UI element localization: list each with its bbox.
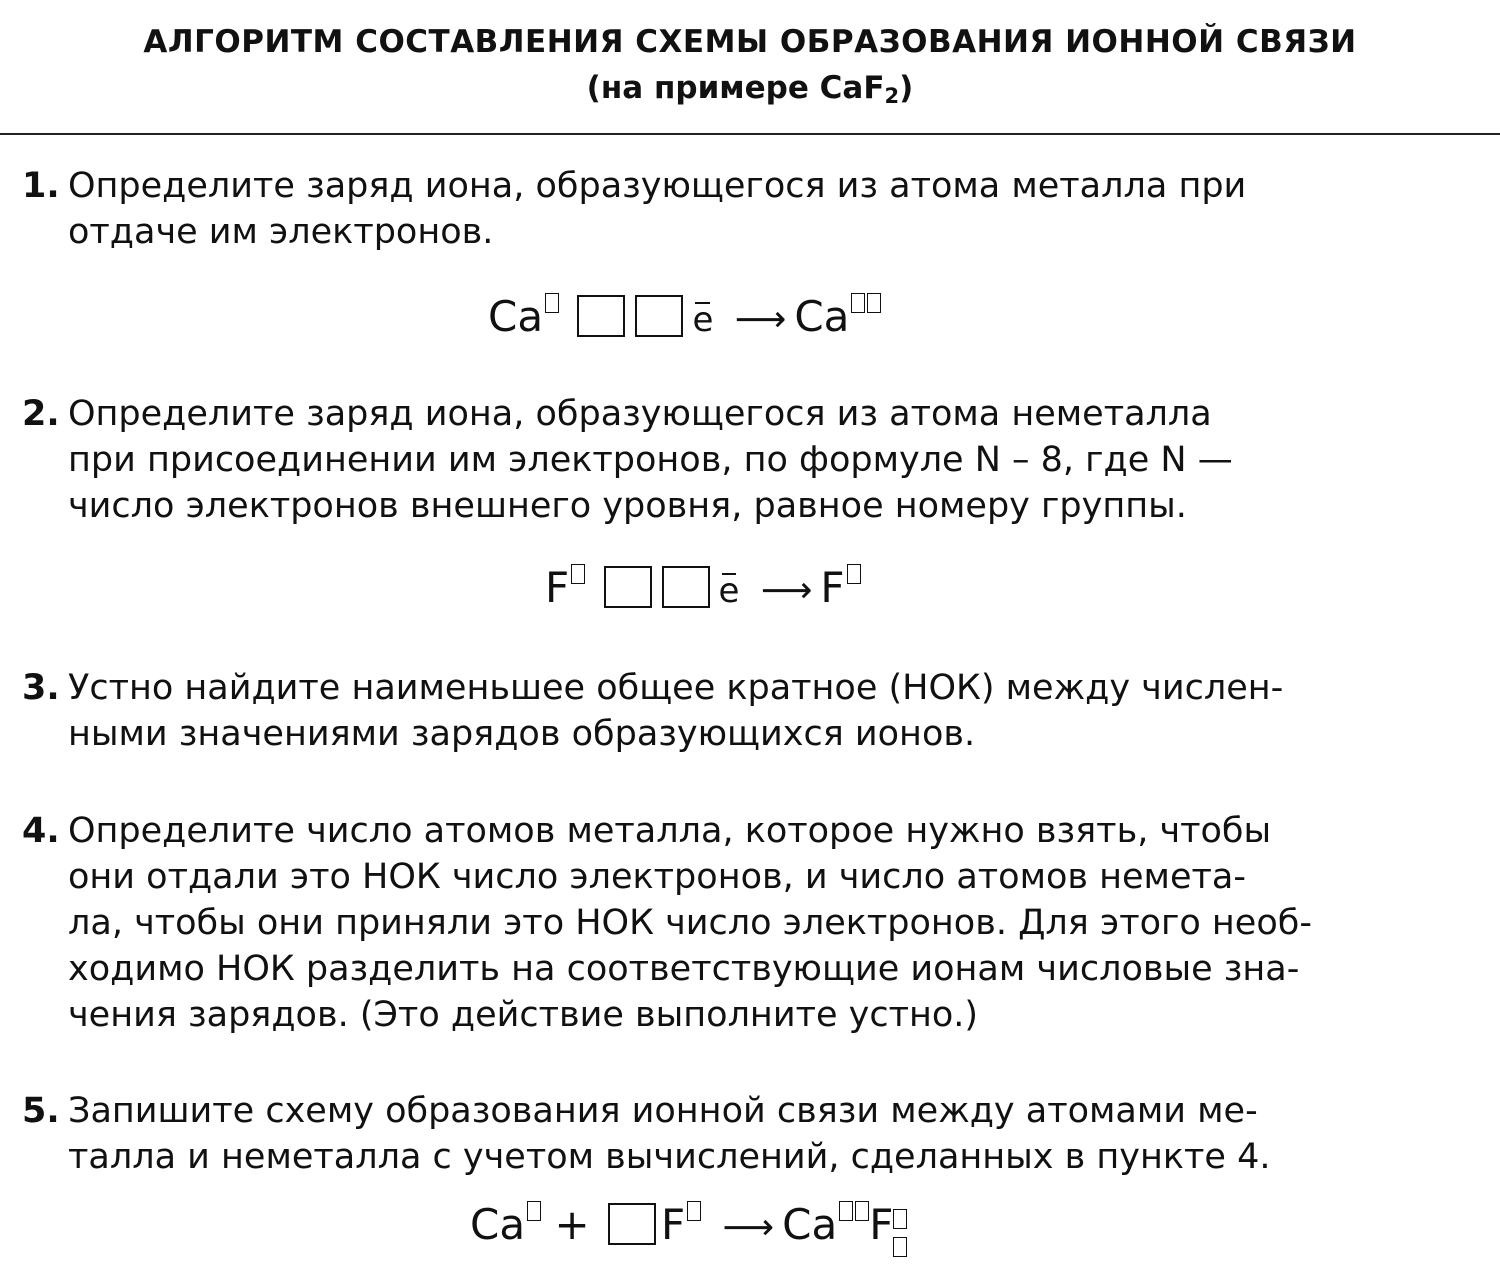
coefficient-box[interactable]: [608, 1203, 656, 1245]
element-symbol: F: [820, 563, 845, 612]
element-symbol: F: [545, 563, 570, 612]
equation-2: [545, 563, 861, 616]
step-number: 2.: [22, 394, 60, 434]
electron-symbol: e: [692, 295, 713, 345]
charge-box[interactable]: [839, 1201, 853, 1221]
charge-box[interactable]: [893, 1209, 907, 1229]
index-box[interactable]: [893, 1237, 907, 1257]
count-box[interactable]: [635, 295, 683, 337]
header: [0, 0, 1500, 135]
arrow-icon: ⟶: [760, 570, 813, 611]
sign-box[interactable]: [577, 295, 625, 337]
step-2: [22, 391, 1437, 529]
step-number: 5.: [22, 1091, 60, 1131]
count-box[interactable]: [662, 566, 710, 608]
element-symbol: Ca: [488, 292, 544, 341]
equation-1: [488, 292, 881, 345]
charge-index-boxes: [893, 1209, 909, 1259]
equation-3: [470, 1200, 909, 1259]
step-text: Определите заряд иона, образующегося из атома неметалла при присоединении им электронов, по формуле N – 8, где N — число электронов внешнего уровня, равное номеру группы.: [68, 394, 1233, 526]
charge-box[interactable]: [545, 293, 559, 313]
step-text: Запишите схему образования ионной связи между атомами ме- талла и неметалла с учетом вычислений, сделанных в пункте 4.: [68, 1091, 1271, 1177]
charge-box[interactable]: [851, 293, 865, 313]
step-text: Устно найдите наименьшее общее кратное (НОК) между числен- ными значениями зарядов образующихся ионов.: [68, 668, 1284, 754]
step-number: 1.: [22, 166, 60, 206]
charge-box[interactable]: [571, 564, 585, 584]
sign-box[interactable]: [604, 566, 652, 608]
element-symbol: Ca: [794, 292, 850, 341]
step-3: [22, 665, 1437, 757]
step-number: 3.: [22, 668, 60, 708]
page-title: АЛГОРИТМ СОСТАВЛЕНИЯ СХЕМЫ ОБРАЗОВАНИЯ ИОННОЙ СВЯЗИ: [143, 24, 1357, 60]
charge-box[interactable]: [687, 1201, 701, 1221]
arrow-icon: ⟶: [722, 1207, 775, 1248]
step-5: [22, 1088, 1437, 1180]
step-number: 4.: [22, 811, 60, 851]
arrow-icon: ⟶: [734, 299, 787, 340]
page-subtitle: (на примере CaF$_2$): [586, 70, 914, 108]
electron-symbol: e: [719, 566, 740, 616]
element-symbol: F: [869, 1200, 894, 1249]
plus-sign: +: [554, 1200, 590, 1249]
charge-sign-box[interactable]: [867, 293, 881, 313]
step-text: Определите число атомов металла, которое нужно взять, чтобы они отдали это НОК число электронов, и число атомов немета- ла, чтобы они приняли это НОК число электронов. Для этого необ- ходимо НОК разделить на соответствующие ионам числовые зна- чения зарядов. (Это действие выполните устно.): [68, 811, 1312, 1035]
charge-box[interactable]: [527, 1201, 541, 1221]
step-text: Определите заряд иона, образующегося из атома металла при отдаче им электронов.: [68, 166, 1247, 252]
charge-box[interactable]: [847, 564, 861, 584]
element-symbol: Ca: [470, 1200, 526, 1249]
element-symbol: Ca: [782, 1200, 838, 1249]
step-4: [22, 808, 1437, 1038]
element-symbol: F: [661, 1200, 686, 1249]
charge-sign-box[interactable]: [855, 1201, 869, 1221]
step-1: [22, 163, 1437, 255]
